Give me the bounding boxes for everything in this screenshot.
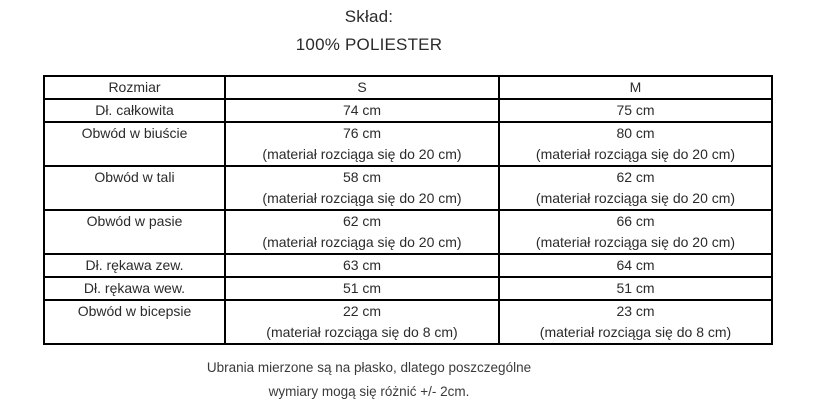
- cell-size-s: [225, 254, 499, 277]
- cell-value: 51 cm: [616, 280, 655, 296]
- cell-value: 63 cm: [342, 257, 382, 273]
- cell-note: (materiał rozciąga się do 20 cm): [262, 234, 462, 250]
- table-row: [44, 277, 772, 300]
- table-row: [44, 122, 772, 166]
- cell-size-m: [499, 166, 772, 210]
- cell-note: (materiał rozciąga się do 20 cm): [535, 146, 736, 162]
- measurement-disclaimer-line-1: Ubrania mierzone są na płasko, dlatego poszczególne: [206, 360, 532, 375]
- row-label: [44, 99, 225, 122]
- table-row: [44, 300, 772, 344]
- cell-value: 76 cm: [342, 125, 382, 141]
- row-label: [44, 254, 225, 277]
- cell-size-s: [225, 122, 499, 166]
- cell-size-s: [225, 166, 499, 210]
- row-label: [44, 122, 225, 166]
- cell-value: 80 cm: [616, 125, 655, 141]
- cell-size-s: [225, 277, 499, 300]
- measurement-disclaimer-line-2: wymiary mogą się różnić +/- 2cm.: [268, 384, 470, 399]
- row-label: [44, 166, 225, 210]
- cell-value: 62 cm: [342, 213, 382, 229]
- table-row: [44, 99, 772, 122]
- composition-value: 100% POLIESTER: [295, 35, 443, 54]
- cell-size-s: [225, 99, 499, 122]
- row-label: [44, 210, 225, 254]
- column-header-rozmiar: Rozmiar: [44, 76, 225, 99]
- table-row: [44, 254, 772, 277]
- cell-value: 66 cm: [616, 213, 655, 229]
- cell-size-m: [499, 300, 772, 344]
- cell-value: 22 cm: [342, 303, 382, 319]
- cell-note: (materiał rozciąga się do 20 cm): [262, 190, 462, 206]
- cell-value: 64 cm: [616, 257, 655, 273]
- cell-note: (materiał rozciąga się do 20 cm): [535, 234, 736, 250]
- composition-title: Skład:: [344, 7, 394, 26]
- cell-note: (materiał rozciąga się do 20 cm): [262, 146, 462, 162]
- row-label: [44, 277, 225, 300]
- table-row: [44, 166, 772, 210]
- measurement-name: Dł. rękawa wew.: [83, 280, 186, 296]
- row-label: [44, 300, 225, 344]
- column-header-size-s: S: [225, 76, 499, 99]
- cell-note: (materiał rozciąga się do 8 cm): [539, 324, 732, 340]
- cell-note: (materiał rozciąga się do 20 cm): [535, 190, 736, 206]
- table-row: [44, 210, 772, 254]
- measurement-name: Obwód w tali: [94, 169, 175, 185]
- cell-value: 23 cm: [616, 303, 655, 319]
- cell-value: 75 cm: [616, 102, 655, 118]
- measurement-name: Obwód w bicepsie: [77, 303, 192, 319]
- cell-value: 58 cm: [342, 169, 382, 185]
- cell-size-m: [499, 254, 772, 277]
- cell-note: (materiał rozciąga się do 8 cm): [266, 324, 458, 340]
- cell-size-s: [225, 300, 499, 344]
- measurement-name: Dł. rękawa zew.: [85, 257, 184, 273]
- measurement-name: Obwód w pasie: [86, 213, 183, 229]
- cell-size-m: [499, 277, 772, 300]
- cell-size-s: [225, 210, 499, 254]
- measurement-name: Dł. całkowita: [95, 102, 174, 118]
- table-header-row: [44, 76, 772, 99]
- cell-value: 51 cm: [342, 280, 382, 296]
- cell-value: 62 cm: [616, 169, 655, 185]
- column-header-size-m: M: [499, 76, 772, 99]
- cell-size-m: [499, 99, 772, 122]
- size-table: [43, 75, 773, 345]
- measurement-name: Obwód w biuście: [81, 125, 188, 141]
- cell-size-m: [499, 122, 772, 166]
- cell-value: 74 cm: [342, 102, 382, 118]
- cell-size-m: [499, 210, 772, 254]
